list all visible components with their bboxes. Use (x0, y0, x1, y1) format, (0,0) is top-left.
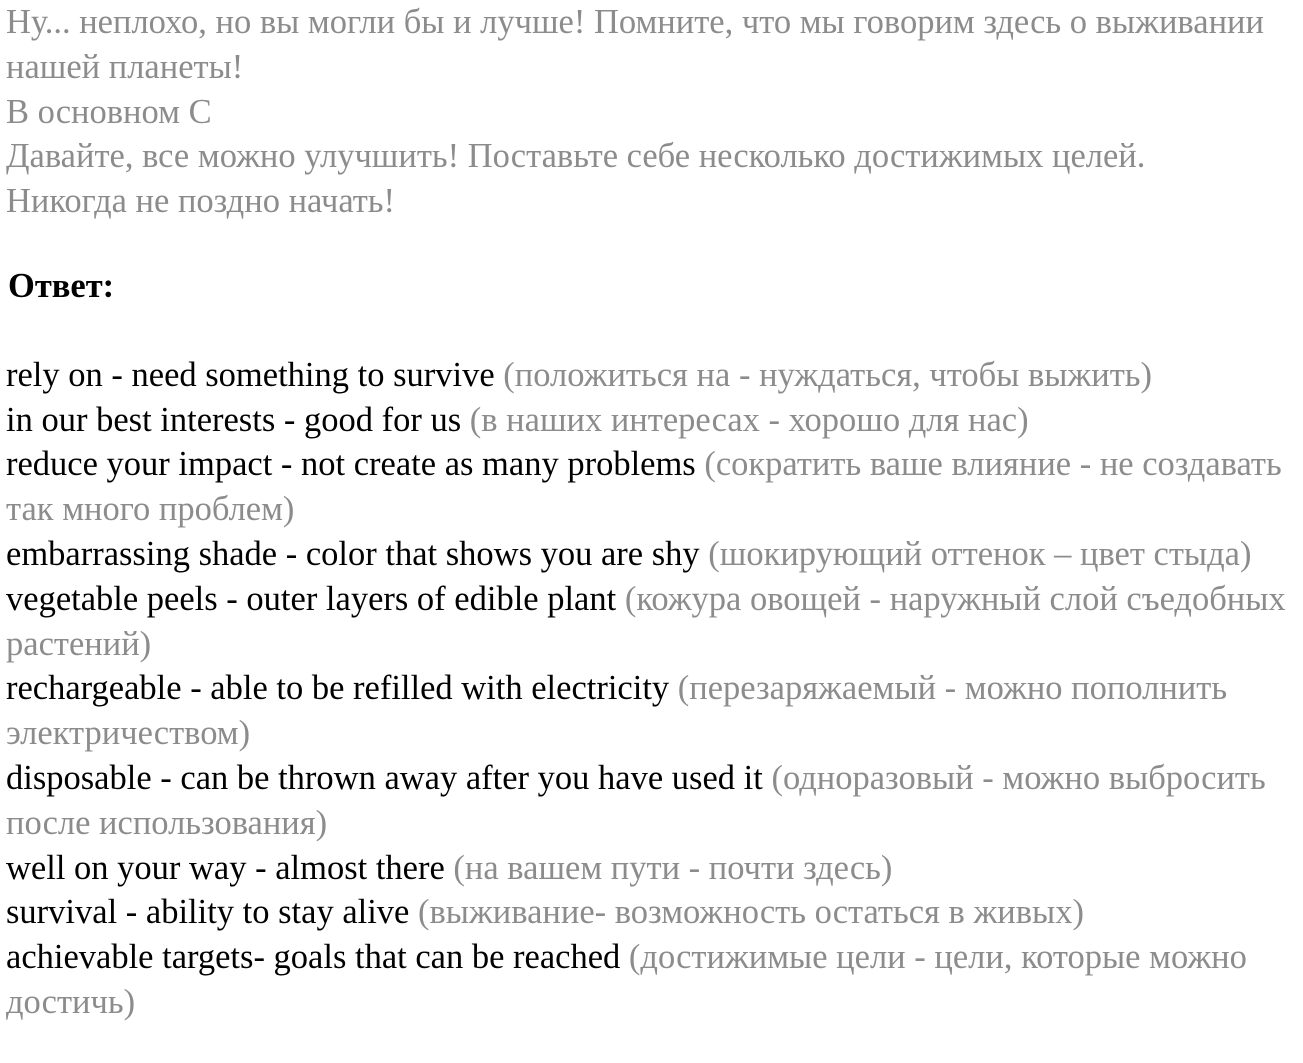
answer-english: reduce your impact - not create as many problems (6, 445, 696, 484)
intro-section (6, 0, 1303, 224)
answer-russian: (кожура овощей - наружный слой съедобных растений) (6, 579, 1286, 663)
answer-item (6, 890, 1303, 935)
answer-russian: (перезаряжаемый - можно пополнить электричеством) (6, 669, 1228, 753)
answer-english: rely on - need something to survive (6, 355, 495, 394)
answer-english: disposable - can be thrown away after you have used it (6, 758, 763, 797)
intro-line: Ну... неплохо, но вы могли бы и лучше! Помните, что мы говорим здесь о выживании нашей планеты! (6, 3, 1264, 86)
answer-item (6, 398, 1303, 443)
answer-item (6, 577, 1303, 667)
intro-line: В основном С (6, 92, 212, 131)
answer-heading: Ответ: (8, 266, 115, 305)
answer-english: achievable targets- goals that can be reached (6, 938, 621, 977)
answer-item (6, 353, 1303, 398)
answer-english: in our best interests - good for us (6, 400, 462, 439)
answer-russian: (достижимые цели - цели, которые можно достичь) (6, 938, 1247, 1021)
answer-item (6, 935, 1303, 1025)
answer-russian: (сократить ваше влияние - не создавать так много проблем) (6, 445, 1282, 529)
answer-russian: (на вашем пути - почти здесь) (453, 848, 893, 887)
answer-english: vegetable peels - outer layers of edible plant (6, 579, 617, 618)
answer-russian: (положиться на - нуждаться, чтобы выжить) (503, 355, 1153, 394)
answer-english: rechargeable - able to be refilled with electricity (6, 669, 670, 708)
document-page (6, 0, 1303, 1025)
answer-item (6, 756, 1303, 846)
answer-item (6, 532, 1303, 577)
answer-english: embarrassing shade - color that shows you are shy (6, 534, 700, 573)
answer-russian: (выживание- возможность остаться в живых) (418, 893, 1084, 932)
answer-russian: (в наших интересах - хорошо для нас) (469, 400, 1029, 439)
answer-russian: (шокирующий оттенок – цвет стыда) (708, 534, 1252, 573)
answer-list (6, 353, 1303, 1025)
intro-line: Никогда не поздно начать! (6, 182, 396, 221)
answer-english: well on your way - almost there (6, 848, 445, 887)
answer-item (6, 442, 1303, 532)
answer-item (6, 666, 1303, 756)
answer-russian: (одноразовый - можно выбросить после использования) (6, 758, 1266, 842)
answer-item (6, 846, 1303, 891)
answer-english: survival - ability to stay alive (6, 893, 410, 932)
intro-line: Давайте, все можно улучшить! Поставьте себе несколько достижимых целей. (6, 137, 1146, 176)
